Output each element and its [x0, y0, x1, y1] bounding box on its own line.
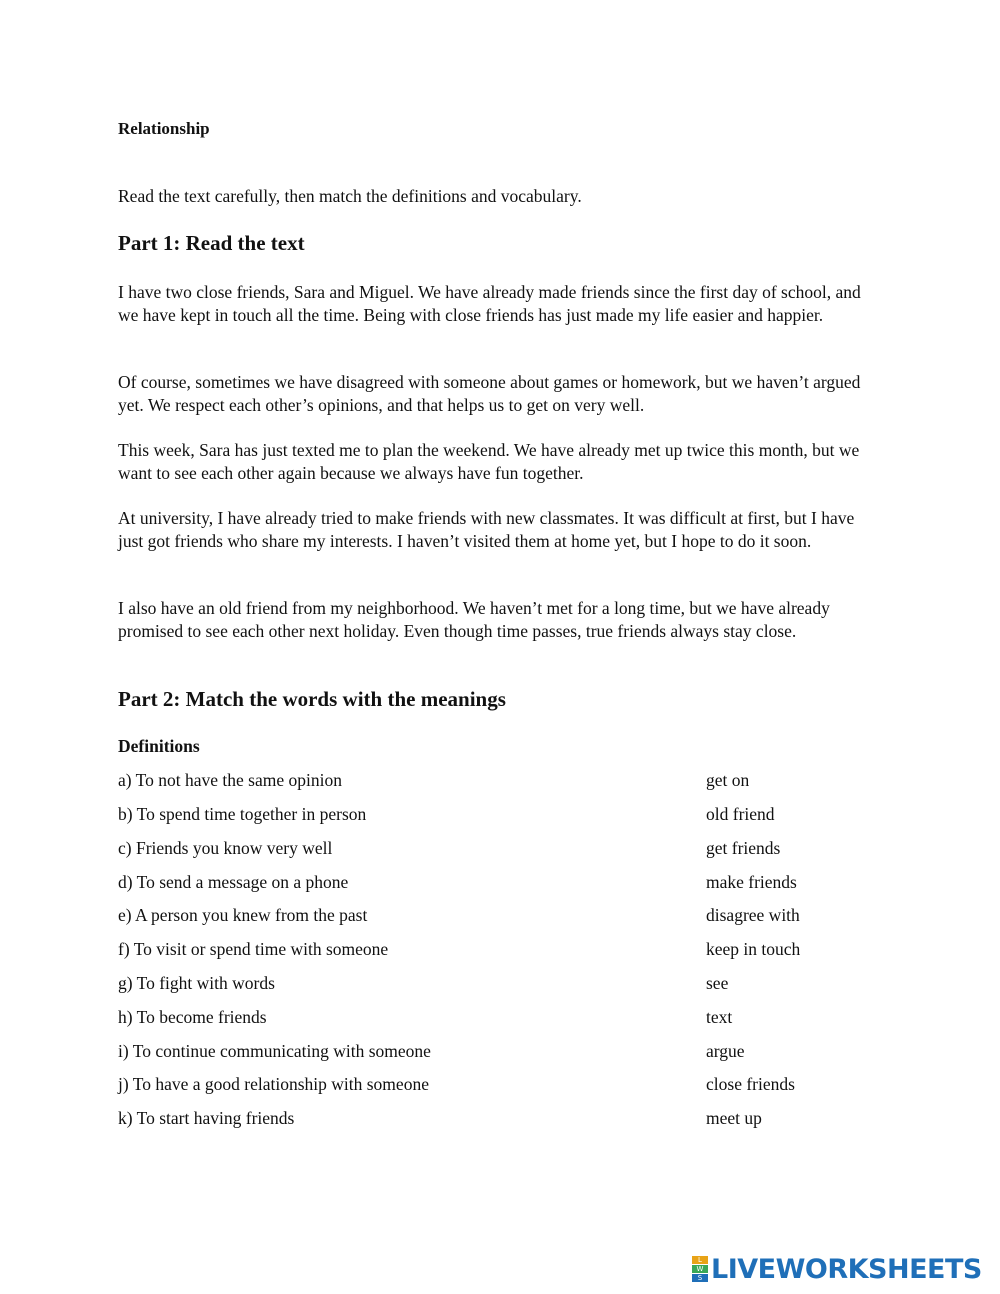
word-text[interactable]: text	[706, 1007, 733, 1027]
paragraph-1: I have two close friends, Sara and Miguel. We have already made friends since the first day of school, and we have kept in touch all the time. Being with close friends has just made my life easier and happier.	[118, 282, 861, 325]
definition-c: c) Friends you know very well	[118, 838, 333, 858]
definition-a: a) To not have the same opinion	[118, 770, 342, 790]
paragraph-2: Of course, sometimes we have disagreed with someone about games or homework, but we haven’t argued yet. We respect each other’s opinions, and that helps us to get on very well.	[118, 372, 861, 415]
match-row	[118, 1108, 878, 1132]
word-get-on[interactable]: get on	[706, 770, 750, 790]
match-row	[118, 872, 878, 896]
part2-heading: Part 2: Match the words with the meanings	[118, 687, 506, 711]
match-row	[118, 838, 878, 862]
definition-e: e) A person you knew from the past	[118, 905, 368, 925]
word-close-friends[interactable]: close friends	[706, 1074, 795, 1094]
match-row	[118, 1074, 878, 1098]
part1-heading: Part 1: Read the text	[118, 231, 305, 255]
definition-h: h) To become friends	[118, 1007, 267, 1027]
word-get-friends[interactable]: get friends	[706, 838, 781, 858]
instructions: Read the text carefully, then match the definitions and vocabulary.	[118, 186, 582, 206]
liveworksheets-icon	[692, 1256, 708, 1283]
definitions-title: Definitions	[118, 736, 200, 756]
match-row	[118, 1041, 878, 1065]
definition-b: b) To spend time together in person	[118, 804, 367, 824]
word-keep-in-touch[interactable]: keep in touch	[706, 939, 801, 959]
word-argue[interactable]: argue	[706, 1041, 745, 1061]
paragraph-5: I also have an old friend from my neighborhood. We haven’t met for a long time, but we have already promised to see each other next holiday. Even though time passes, true friends always stay close.	[118, 598, 830, 641]
definition-k: k) To start having friends	[118, 1108, 295, 1128]
logo-icon-block: S	[692, 1274, 708, 1282]
logo-text: LIVEWORKSHEETS	[711, 1253, 982, 1285]
paragraph-4: At university, I have already tried to make friends with new classmates. It was difficult at first, but I have just got friends who share my interests. I haven’t visited them at home yet, but I hope to do it soon.	[118, 508, 855, 551]
match-row	[118, 973, 878, 997]
definition-d: d) To send a message on a phone	[118, 872, 349, 892]
document-title: Relationship	[118, 119, 210, 138]
match-row	[118, 905, 878, 929]
liveworksheets-logo[interactable]	[692, 1254, 982, 1284]
word-disagree-with[interactable]: disagree with	[706, 905, 800, 925]
match-row	[118, 770, 878, 794]
word-meet-up[interactable]: meet up	[706, 1108, 762, 1128]
match-row	[118, 804, 878, 828]
definition-f: f) To visit or spend time with someone	[118, 939, 389, 959]
definition-i: i) To continue communicating with someone	[118, 1041, 431, 1061]
logo-icon-block: L	[692, 1256, 708, 1264]
paragraph-3: This week, Sara has just texted me to plan the weekend. We have already met up twice this month, but we want to see each other again because we always have fun together.	[118, 440, 860, 483]
match-row	[118, 1007, 878, 1031]
match-row	[118, 939, 878, 963]
word-make-friends[interactable]: make friends	[706, 872, 797, 892]
word-old-friend[interactable]: old friend	[706, 804, 775, 824]
logo-icon-block: W	[692, 1265, 708, 1273]
definition-j: j) To have a good relationship with someone	[118, 1074, 429, 1094]
word-see[interactable]: see	[706, 973, 729, 993]
definition-g: g) To fight with words	[118, 973, 275, 993]
